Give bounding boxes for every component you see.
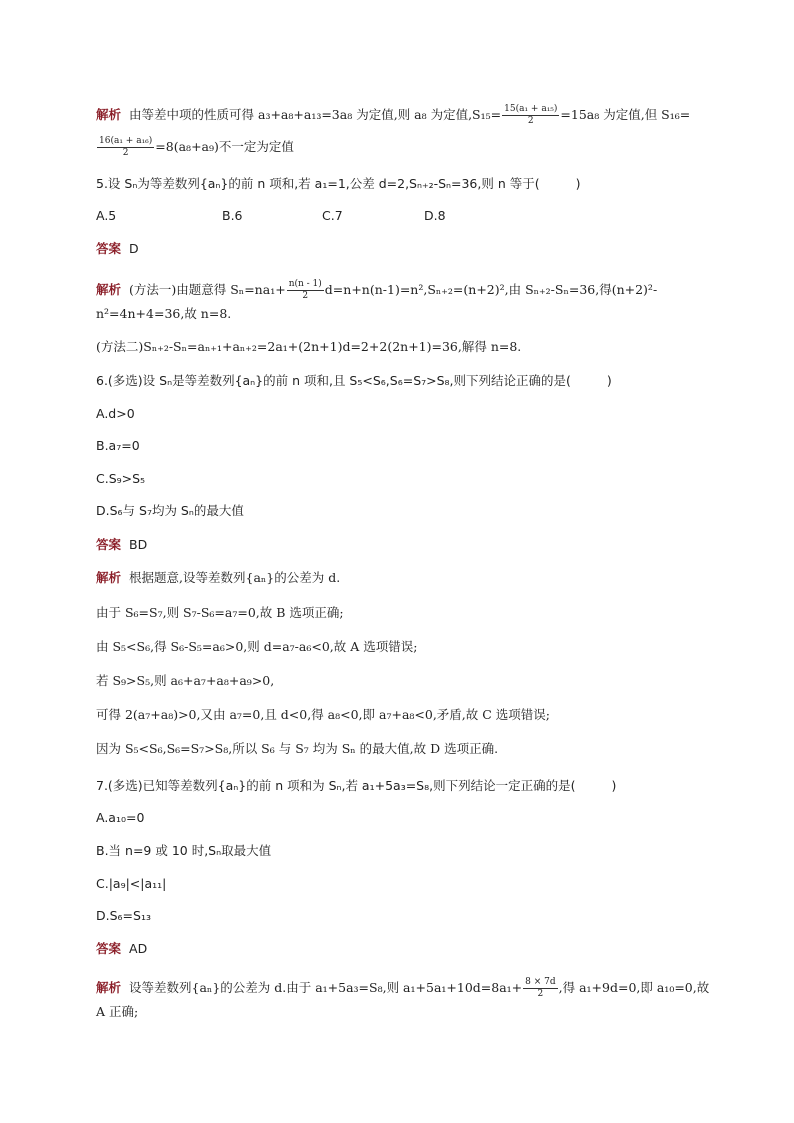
explanation-line: A 正确; <box>96 1004 139 1019</box>
fraction <box>523 977 557 1000</box>
explanation-tag: 解析 <box>96 570 122 585</box>
explanation-line <box>96 279 694 302</box>
fraction-numerator: 15(a₁ + a₁₅) <box>504 104 558 114</box>
option-a: A.a₁₀=0 <box>96 810 145 825</box>
explanation-line: 若 S₉>S₅,则 a₆+a₇+a₈+a₉>0, <box>96 673 275 688</box>
explanation-text: d=n+n(n-1)=n²,Sₙ₊₂=(n+2)²,由 Sₙ₊₂-Sₙ=36,得(n+2)²- <box>324 282 658 297</box>
question-6-stem <box>96 372 694 390</box>
fraction <box>97 136 154 159</box>
explanation-text: 由等差中项的性质可得 a₃+a₈+a₁₃=3a₈ 为定值,则 a₈ 为定值,S₁₅= <box>129 107 502 122</box>
option-d: D.S₆与 S₇均为 Sₙ的最大值 <box>96 503 244 518</box>
explanation-text: (方法二)Sₙ₊₂-Sₙ=aₙ₊₁+aₙ₊₂=2a₁+(2n+1)d=2+2(2n+1)=36,解得 n=8. <box>96 339 522 354</box>
explanation-line <box>96 338 694 356</box>
explanation-text: 根据题意,设等差数列{aₙ}的公差为 d. <box>129 570 341 585</box>
answer-line <box>96 940 694 958</box>
answer-tag: 答案 <box>96 941 122 956</box>
fraction <box>287 279 324 302</box>
answer-value: D <box>129 241 139 256</box>
question-text: 6.(多选)设 Sₙ是等差数列{aₙ}的前 n 项和,且 S₅<S₆,S₆=S₇>S₈,则下列结论正确的是( <box>96 373 571 388</box>
fraction-denominator: 2 <box>537 989 544 999</box>
fraction-denominator: 2 <box>527 116 534 126</box>
fraction-numerator: 8 × 7d <box>525 977 556 987</box>
option-d: D.S₆=S₁₃ <box>96 908 151 923</box>
explanation-line <box>96 305 694 323</box>
fraction-denominator: 2 <box>122 148 129 158</box>
question-text: 7.(多选)已知等差数列{aₙ}的前 n 项和为 Sₙ,若 a₁+5a₃=S₈,则下列结论一定正确的是( <box>96 778 576 793</box>
explanation-text: ,得 a₁+9d=0,即 a₁₀=0,故 <box>558 980 710 995</box>
fraction-numerator: 16(a₁ + a₁₆) <box>99 136 153 146</box>
explanation-line: 由 S₅<S₆,得 S₆-S₅=a₆>0,则 d=a₇-a₆<0,故 A 选项错误; <box>96 639 418 654</box>
explanation-tag: 解析 <box>96 980 122 995</box>
explanation-text: n²=4n+4=36,故 n=8. <box>96 306 232 321</box>
option-b: B.6 <box>222 208 243 223</box>
explanation-line <box>96 104 694 127</box>
answer-line <box>96 536 694 554</box>
fraction-numerator: n(n - 1) <box>288 279 322 289</box>
answer-line <box>96 240 694 258</box>
answer-value: BD <box>129 537 148 552</box>
explanation-line: 可得 2(a₇+a₈)>0,又由 a₇=0,且 d<0,得 a₈<0,即 a₇+a₈<0,矛盾,故 C 选项错误; <box>96 707 550 722</box>
fraction-denominator: 2 <box>302 291 309 301</box>
question-7-stem <box>96 777 694 795</box>
option-c: C.S₉>S₅ <box>96 471 146 486</box>
option-a: A.5 <box>96 208 117 223</box>
explanation-text: =8(a₈+a₉)不一定为定值 <box>155 139 294 154</box>
explanation-text: =15a₈ 为定值,但 S₁₆= <box>560 107 691 122</box>
explanation-line <box>96 977 710 1000</box>
option-c: C.|a₉|<|a₁₁| <box>96 876 167 891</box>
explanation-text: (方法一)由题意得 Sₙ=na₁+ <box>129 282 286 297</box>
answer-value: AD <box>129 941 148 956</box>
question-paren-close: ) <box>575 176 581 191</box>
question-text: 5.设 Sₙ为等差数列{aₙ}的前 n 项和,若 a₁=1,公差 d=2,Sₙ₊₂-Sₙ=36,则 n 等于( <box>96 176 540 191</box>
explanation-tag: 解析 <box>96 107 122 122</box>
answer-tag: 答案 <box>96 241 122 256</box>
option-b: B.当 n=9 或 10 时,Sₙ取最大值 <box>96 843 272 858</box>
option-c: C.7 <box>322 208 343 223</box>
explanation-line <box>96 569 694 587</box>
question-paren-close: ) <box>611 778 617 793</box>
option-b: B.a₇=0 <box>96 438 140 453</box>
option-a: A.d>0 <box>96 406 135 421</box>
option-d: D.8 <box>424 208 446 223</box>
question-paren-close: ) <box>606 373 612 388</box>
explanation-text: 设等差数列{aₙ}的公差为 d.由于 a₁+5a₃=S₈,则 a₁+5a₁+10d=8a₁+ <box>129 980 523 995</box>
question-5-stem <box>96 175 694 193</box>
fraction <box>502 104 559 127</box>
explanation-line: 因为 S₅<S₆,S₆=S₇>S₈,所以 S₆ 与 S₇ 均为 Sₙ 的最大值,故 D 选项正确. <box>96 741 499 756</box>
explanation-tag: 解析 <box>96 282 122 297</box>
explanation-line <box>96 136 694 159</box>
explanation-line: 由于 S₆=S₇,则 S₇-S₆=a₇=0,故 B 选项正确; <box>96 605 344 620</box>
answer-tag: 答案 <box>96 537 122 552</box>
